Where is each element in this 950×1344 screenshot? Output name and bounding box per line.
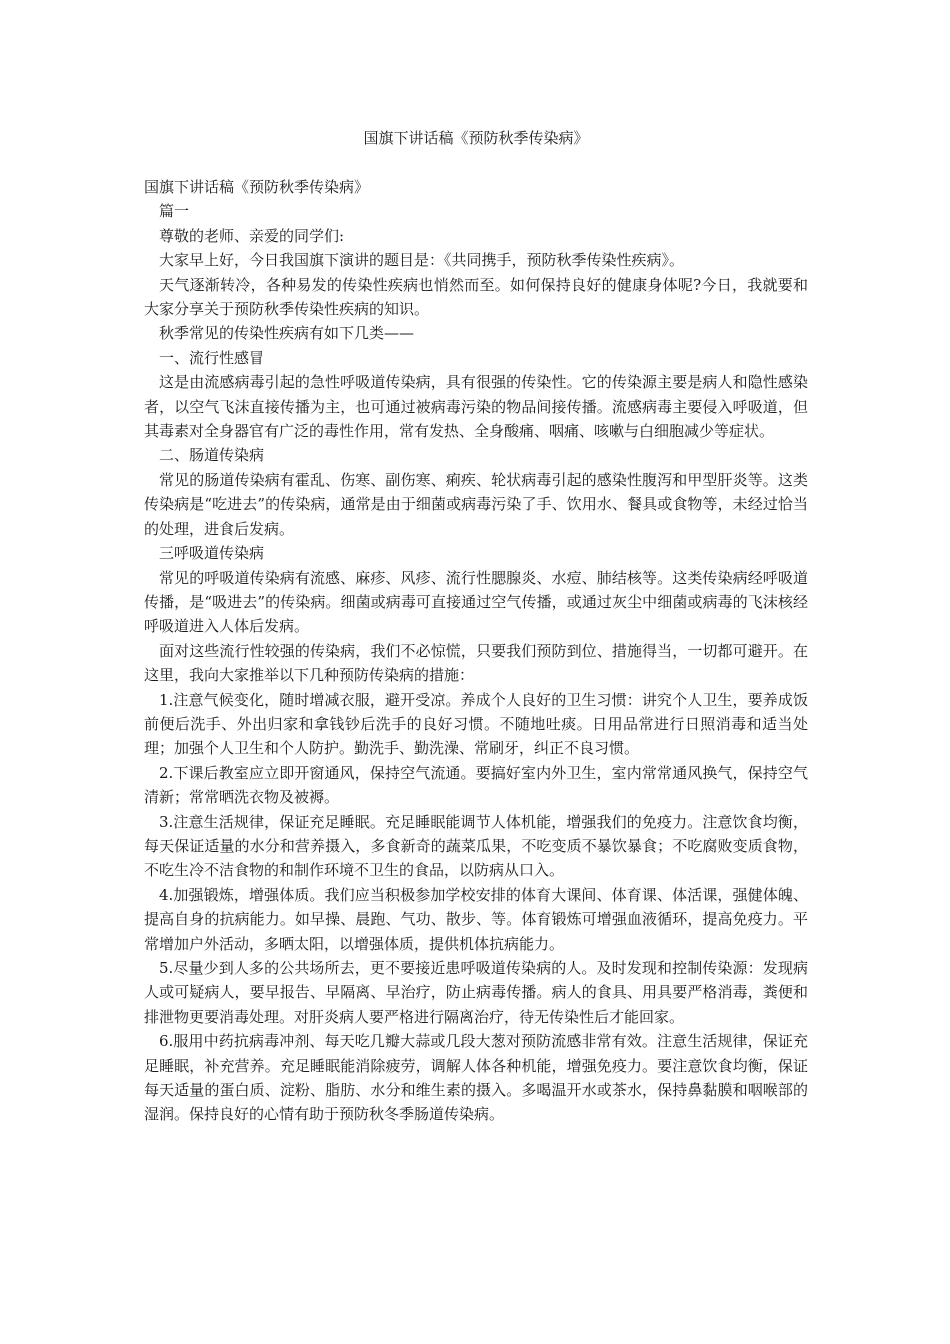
list-item: 5.尽量少到人多的公共场所去，更不要接近患呼吸道传染病的人。及时发现和控制传染源：发现病人或可疑病人，要早报告、早隔离、早治疗，防止病毒传播。病人的食具、用具要严格消毒，粪便和排泄物更要消毒处理。对肝炎病人要严格进行隔离治疗，待无传染性后才能回家。 [144,959,808,1026]
paragraph: 天气逐渐转冷，各种易发的传染性疾病也悄然而至。如何保持良好的健康身体呢?今日，我就要和大家分享关于预防秋季传染性疾病的知识。 [144,275,808,319]
paragraph: 这是由流感病毒引起的急性呼吸道传染病，具有很强的传染性。它的传染源主要是病人和隐性感染者，以空气飞沫直接传播为主，也可通过被病毒污染的物品间接传播。流感病毒主要侵入呼吸道，但其毒素对全身器官有广泛的毒性作用，常有发热、全身酸痛、咽痛、咳嗽与白细胞减少等症状。 [144,373,808,441]
body-heading: 国旗下讲话稿《预防秋季传染病》 [144,178,370,196]
paragraph: 面对这些流行性较强的传染病，我们不必惊慌，只要我们预防到位、措施得当，一切都可避开。在这里，我向大家推举以下几种预防传染病的措施： [144,641,808,685]
subheading: 三呼吸道传染病 [159,544,265,563]
section-label: 篇一 [159,202,190,221]
list-item: 2.下课后教室应立即开窗通风，保持空气流通。要搞好室内外卫生，室内常常通风换气，保持空气清新；常常晒洗衣物及被褥。 [144,763,808,807]
paragraph: 常见的肠道传染病有霍乱、伤寒、副伤寒、痢疾、轮状病毒引起的感染性腹泻和甲型肝炎等。这类传染病是“吃进去”的传染病，通常是由于细菌或病毒污染了手、饮用水、餐具或食物等，未经过恰当的处理，进食后发病。 [144,470,808,538]
list-item: 6.服用中药抗病毒冲剂、每天吃几瓣大蒜或几段大葱对预防流感非常有效。注意生活规律，保证充足睡眠，补充营养。充足睡眠能消除疲劳，调解人体各种机能，增强免疫力。要注意饮食均衡，保证每天适量的蛋白质、淀粉、脂肪、水分和维生素的摄入。多喝温开水或茶水，保持鼻黏膜和咽喉部的湿润。保持良好的心情有助于预防秋冬季肠道传染病。 [144,1032,808,1124]
list-item: 3.注意生活规律，保证充足睡眠。充足睡眠能调节人体机能，增强我们的免疫力。注意饮食均衡，每天保证适量的水分和营养摄入，多食新奇的蔬菜瓜果，不吃变质不暴饮暴食；不吃腐败变质食物，不吃生冷不洁食物的和制作环境不卫生的食品，以防病从口入。 [144,812,808,880]
list-item: 1.注意气候变化，随时增减衣服，避开受凉。养成个人良好的卫生习惯：讲究个人卫生，要养成饭前便后洗手、外出归家和拿钱钞后洗手的良好习惯。不随地吐痰。日用品常进行日照消毒和适当处理；加强个人卫生和个人防护。勤洗手、勤洗澡、常刷牙，纠正不良习惯。 [144,690,808,758]
list-item: 4.加强锻炼，增强体质。我们应当积极参加学校安排的体育大课间、体育课、体活课，强健体魄、提高自身的抗病能力。如早操、晨跑、气功、散步、等。体育锻炼可增强血液循环，提高免疫力。平常增加户外活动，多晒太阳，以增强体质，提供机体抗病能力。 [144,885,808,953]
document-body [144,175,808,1127]
salutation: 尊敬的老师、亲爱的同学们: [159,226,345,245]
subheading: 二、肠道传染病 [159,446,265,465]
paragraph: 秋季常见的传染性疾病有如下几类—— [159,324,415,343]
document-title: 国旗下讲话稿《预防秋季传染病》 [363,129,589,147]
paragraph: 大家早上好，今日我国旗下演讲的题目是：《共同携手，预防秋季传染性疾病》。 [159,251,685,270]
subheading: 一、流行性感冒 [159,348,265,367]
paragraph: 常见的呼吸道传染病有流感、麻疹、风疹、流行性腮腺炎、水痘、肺结核等。这类传染病经呼吸道传播，是“吸进去”的传染病。细菌或病毒可直接通过空气传播，或通过灰尘中细菌或病毒的飞沫核经呼吸道进入人体后发病。 [144,568,808,636]
